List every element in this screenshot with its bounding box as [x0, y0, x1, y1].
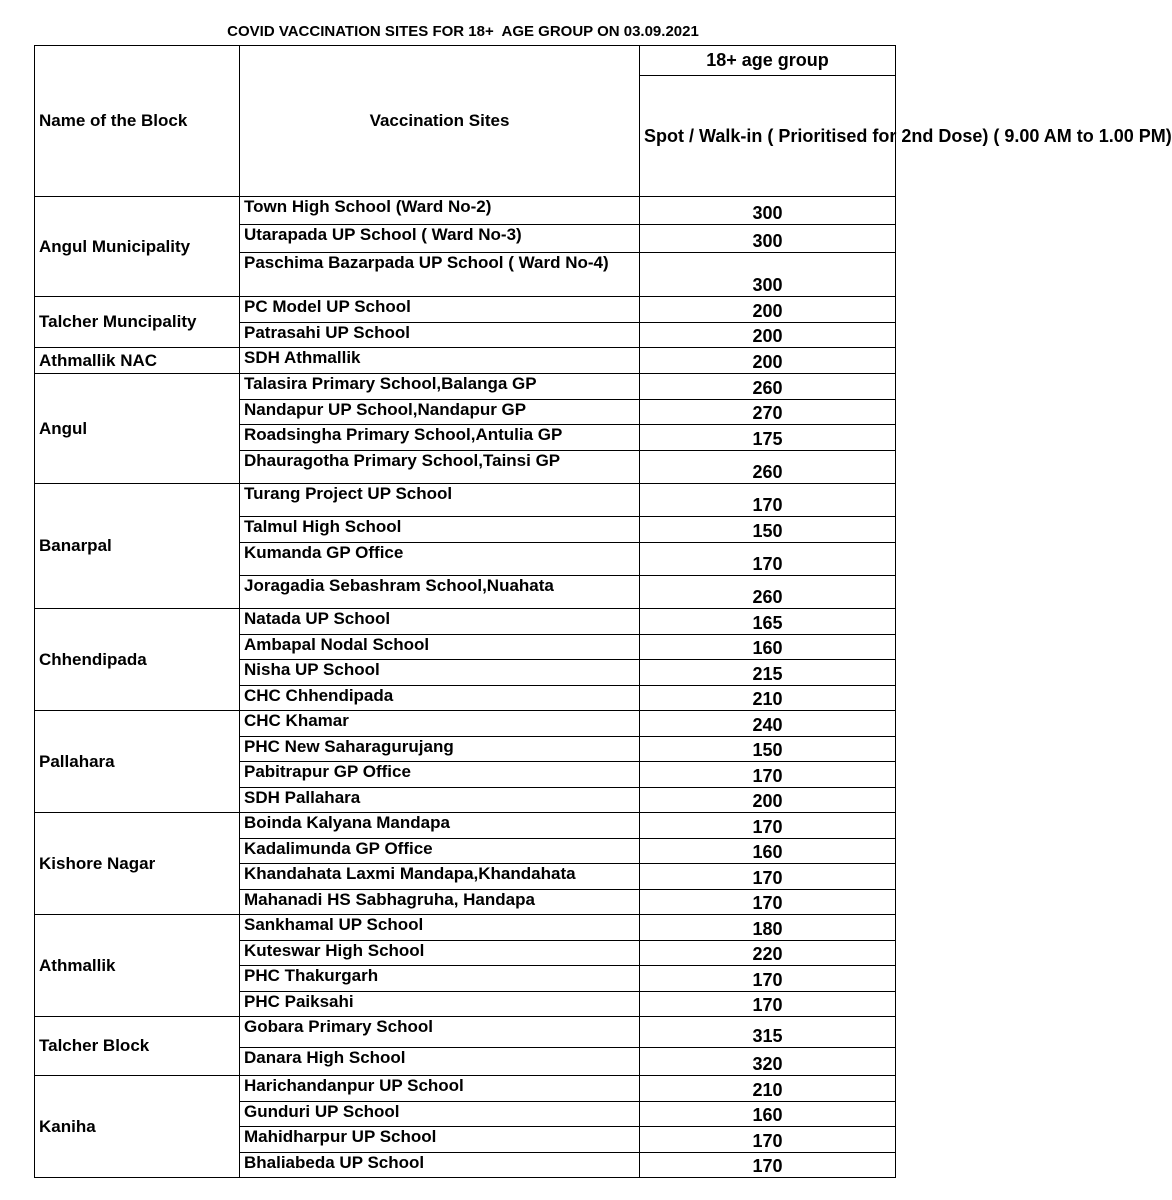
table-row: [35, 711, 896, 737]
dose-count-cell: 220: [640, 941, 896, 966]
dose-count-cell: 170: [640, 484, 896, 517]
vaccination-site-cell: Nandapur UP School,Nandapur GP: [240, 400, 640, 425]
block-name-cell: Angul Municipality: [35, 197, 240, 297]
dose-count-cell: 150: [640, 737, 896, 762]
vaccination-site-cell: Utarapada UP School ( Ward No-3): [240, 225, 640, 253]
dose-count-cell: 160: [640, 635, 896, 660]
table-row: [35, 1076, 896, 1102]
vaccination-site-cell: Boinda Kalyana Mandapa: [240, 813, 640, 839]
table-row: [35, 1017, 896, 1048]
vaccination-site-cell: Mahidharpur UP School: [240, 1127, 640, 1153]
vaccination-site-cell: Paschima Bazarpada UP School ( Ward No-4): [240, 253, 640, 297]
block-name-cell: Talcher Muncipality: [35, 297, 240, 348]
vaccination-site-cell: Talasira Primary School,Balanga GP: [240, 374, 640, 400]
dose-count-cell: 160: [640, 839, 896, 864]
dose-count-cell: 300: [640, 225, 896, 253]
vaccination-site-cell: Harichandanpur UP School: [240, 1076, 640, 1102]
dose-count-cell: 170: [640, 543, 896, 576]
header-block-name: Name of the Block: [35, 46, 240, 197]
table-row: [35, 297, 896, 323]
dose-count-cell: 175: [640, 425, 896, 451]
dose-count-cell: 150: [640, 517, 896, 543]
block-name-cell: Athmallik NAC: [35, 348, 240, 374]
dose-count-cell: 320: [640, 1048, 896, 1076]
dose-count-cell: 210: [640, 686, 896, 711]
dose-count-cell: 260: [640, 576, 896, 609]
dose-count-cell: 170: [640, 864, 896, 890]
table-row: [35, 374, 896, 400]
dose-count-cell: 270: [640, 400, 896, 425]
vaccination-site-cell: Kumanda GP Office: [240, 543, 640, 576]
header-age-group: 18+ age group: [640, 46, 896, 76]
dose-count-cell: 260: [640, 374, 896, 400]
vaccination-site-cell: PHC Paiksahi: [240, 992, 640, 1017]
vaccination-site-cell: CHC Khamar: [240, 711, 640, 737]
vaccination-site-cell: Danara High School: [240, 1048, 640, 1076]
vaccination-site-cell: PHC Thakurgarh: [240, 966, 640, 992]
dose-count-cell: 170: [640, 890, 896, 915]
vaccination-site-cell: CHC Chhendipada: [240, 686, 640, 711]
vaccination-site-cell: Mahanadi HS Sabhagruha, Handapa: [240, 890, 640, 915]
vaccination-site-cell: Roadsingha Primary School,Antulia GP: [240, 425, 640, 451]
dose-count-cell: 260: [640, 451, 896, 484]
table-row: [35, 813, 896, 839]
table-row: [35, 484, 896, 517]
dose-count-cell: 200: [640, 297, 896, 323]
vaccination-site-cell: Joragadia Sebashram School,Nuahata: [240, 576, 640, 609]
dose-count-cell: 165: [640, 609, 896, 635]
block-name-cell: Banarpal: [35, 484, 240, 609]
vaccination-sites-table: [34, 45, 1172, 1178]
vaccination-site-cell: Gobara Primary School: [240, 1017, 640, 1048]
vaccination-site-cell: Natada UP School: [240, 609, 640, 635]
block-name-cell: Kaniha: [35, 1076, 240, 1178]
table-body: [35, 197, 896, 1178]
table-row: [35, 915, 896, 941]
dose-count-cell: 170: [640, 1127, 896, 1153]
block-name-cell: Kishore Nagar: [35, 813, 240, 915]
block-name-cell: Talcher Block: [35, 1017, 240, 1076]
dose-count-cell: 300: [640, 253, 896, 297]
vaccination-site-cell: SDH Pallahara: [240, 788, 640, 813]
vaccination-site-cell: PHC New Saharagurujang: [240, 737, 640, 762]
vaccination-site-cell: Kuteswar High School: [240, 941, 640, 966]
table-row: [35, 609, 896, 635]
block-name-cell: Athmallik: [35, 915, 240, 1017]
vaccination-site-cell: Dhauragotha Primary School,Tainsi GP: [240, 451, 640, 484]
dose-count-cell: 200: [640, 348, 896, 374]
vaccination-site-cell: Kadalimunda GP Office: [240, 839, 640, 864]
block-name-cell: Angul: [35, 374, 240, 484]
dose-count-cell: 170: [640, 992, 896, 1017]
block-name-cell: Chhendipada: [35, 609, 240, 711]
table-row: [35, 197, 896, 225]
dose-count-cell: 240: [640, 711, 896, 737]
dose-count-cell: 170: [640, 1153, 896, 1178]
dose-count-cell: 200: [640, 323, 896, 348]
dose-count-cell: 210: [640, 1076, 896, 1102]
vaccination-site-cell: Bhaliabeda UP School: [240, 1153, 640, 1178]
vaccination-site-cell: SDH Athmallik: [240, 348, 640, 374]
vaccination-site-cell: Pabitrapur GP Office: [240, 762, 640, 788]
dose-count-cell: 315: [640, 1017, 896, 1048]
dose-count-cell: 170: [640, 966, 896, 992]
vaccination-site-cell: Khandahata Laxmi Mandapa,Khandahata: [240, 864, 640, 890]
block-name-cell: Pallahara: [35, 711, 240, 813]
vaccination-site-cell: Turang Project UP School: [240, 484, 640, 517]
vaccination-site-cell: Gunduri UP School: [240, 1102, 640, 1127]
vaccination-site-cell: Patrasahi UP School: [240, 323, 640, 348]
dose-count-cell: 215: [640, 660, 896, 686]
vaccination-site-cell: Sankhamal UP School: [240, 915, 640, 941]
dose-count-cell: 300: [640, 197, 896, 225]
header-vaccination-sites: Vaccination Sites: [240, 46, 640, 197]
vaccination-site-cell: Talmul High School: [240, 517, 640, 543]
dose-count-cell: 170: [640, 762, 896, 788]
vaccination-site-cell: PC Model UP School: [240, 297, 640, 323]
dose-count-cell: 170: [640, 813, 896, 839]
dose-count-cell: 200: [640, 788, 896, 813]
page-title: COVID VACCINATION SITES FOR 18+ AGE GROUP ON 03.09.2021: [227, 23, 699, 40]
header-spot-walk-in: Spot / Walk-in ( Prioritised for 2nd Dose) ( 9.00 AM to 1.00 PM): [640, 76, 896, 197]
table-row: [35, 348, 896, 374]
dose-count-cell: 180: [640, 915, 896, 941]
vaccination-site-cell: Nisha UP School: [240, 660, 640, 686]
dose-count-cell: 160: [640, 1102, 896, 1127]
vaccination-site-cell: Ambapal Nodal School: [240, 635, 640, 660]
vaccination-site-cell: Town High School (Ward No-2): [240, 197, 640, 225]
